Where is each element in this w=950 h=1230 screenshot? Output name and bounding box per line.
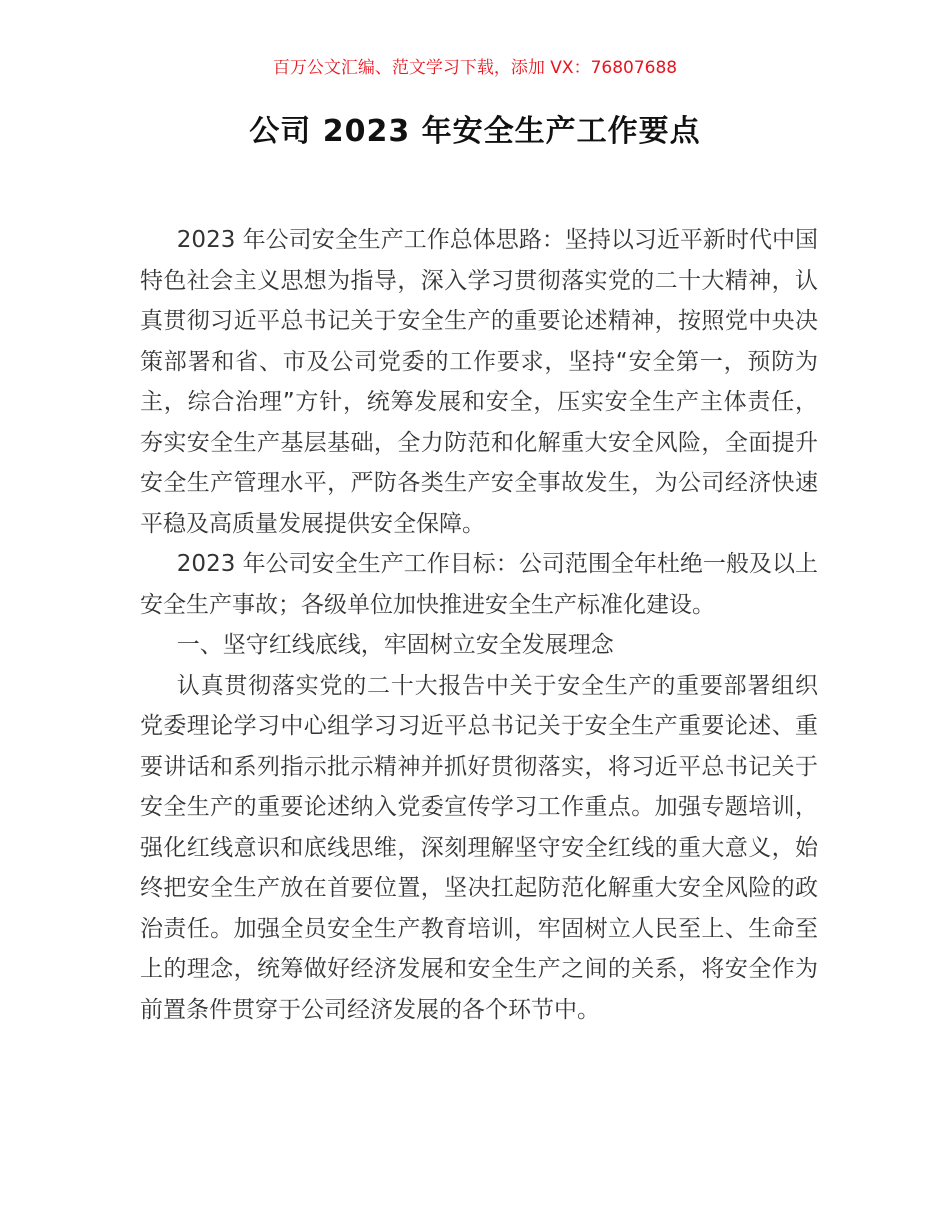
document-body <box>140 220 818 1030</box>
paragraph-section-1-body: 认真贯彻落实党的二十大报告中关于安全生产的重要部署组织党委理论学习中心组学习习近平总书记关于安全生产重要论述、重要讲话和系列指示批示精神并抓好贯彻落实，将习近平总书记关于安全生产的重要论述纳入党委宣传学习工作重点。加强专题培训，强化红线意识和底线思维，深刻理解坚守安全红线的重大意义，始终把安全生产放在首要位置，坚决扛起防范化解重大安全风险的政治责任。加强全员安全生产教育培训，牢固树立人民至上、生命至上的理念，统筹做好经济发展和安全生产之间的关系，将安全作为前置条件贯穿于公司经济发展的各个环节中。 <box>140 672 818 1023</box>
paragraph-work-goals: 2023 年公司安全生产工作目标：公司范围全年杜绝一般及以上安全生产事故；各级单位加快推进安全生产标准化建设。 <box>140 551 818 618</box>
document-title: 公司 2023 年安全生产工作要点 <box>249 114 701 149</box>
paragraph-overall-approach: 2023 年公司安全生产工作总体思路：坚持以习近平新时代中国特色社会主义思想为指导，深入学习贯彻落实党的二十大精神，认真贯彻习近平总书记关于安全生产的重要论述精神，按照党中央决策部署和省、市及公司党委的工作要求，坚持“安全第一，预防为主，综合治理”方针，统筹发展和安全，压实安全生产主体责任，夯实安全生产基层基础，全力防范和化解重大安全风险，全面提升安全生产管理水平，严防各类生产安全事故发生，为公司经济快速平稳及高质量发展提供安全保障。 <box>140 227 818 537</box>
section-heading-1: 一、坚守红线底线，牢固树立安全发展理念 <box>176 632 614 658</box>
watermark-banner: 百万公文汇编、范文学习下载，添加 VX：76807688 <box>272 58 678 78</box>
